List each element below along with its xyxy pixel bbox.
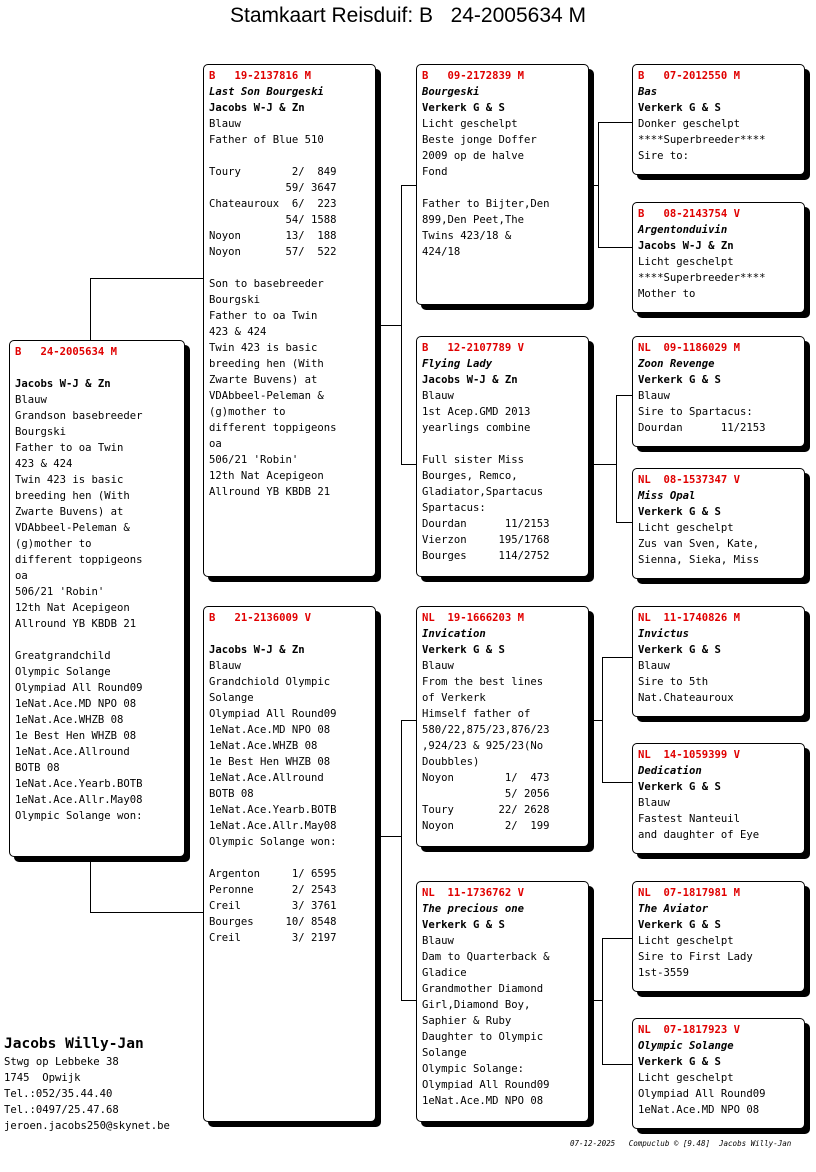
pigeon-info-line: Sire to Spartacus: [638,406,753,418]
pigeon-info-line: Licht geschelpt [638,522,734,534]
pigeon-info-line: 580/22,875/23,876/23 [422,724,550,736]
pigeon-info-line: Bourges 114/2752 [422,550,550,562]
pigeon-info-line: Licht geschelpt [638,256,734,268]
pigeon-info-line: ,924/23 & 925/23(No [422,740,544,752]
pedigree-card-father[interactable] [203,64,376,577]
pigeon-name: Zoon Revenge [638,358,715,370]
pigeon-info-line: Toury 2/ 849 [209,166,337,178]
pigeon-ring-number: B 19-2137816 M [209,70,312,82]
owner-city: 1745 Opwijk [4,1072,81,1084]
pigeon-owner: Verkerk G & S [422,102,505,114]
pigeon-info-line: Father of Blue 510 [209,134,324,146]
connector-line [401,720,402,1000]
pigeon-owner: Jacobs W-J & Zn [209,102,305,114]
pigeon-name: Bas [638,86,658,98]
pigeon-info-line: Sienna, Sieka, Miss [638,554,760,566]
pigeon-info-line: 1st-3559 [638,967,690,979]
pigeon-info-line: yearlings combine [422,422,531,434]
pigeon-owner: Verkerk G & S [638,644,721,656]
pigeon-info-line: Grandmother Diamond [422,983,544,995]
connector-line [598,247,632,248]
page-title: Stamkaart Reisduif: B 24-2005634 M [229,4,586,27]
pigeon-info-line: 506/21 'Robin' [209,454,299,466]
pigeon-info-line: 1eNat.Ace.MD NPO 08 [15,698,137,710]
pigeon-info-line: Fastest Nanteuil [638,813,741,825]
pigeon-info-line: 1eNat.Ace.Yearb.BOTB [15,778,143,790]
pigeon-owner: Verkerk G & S [638,781,721,793]
pigeon-info-line: Dam to Quarterback & [422,951,550,963]
pigeon-info-line: Zwarte Buvens) at [15,506,124,518]
pigeon-info-line: oa [15,570,28,582]
connector-line [598,122,599,247]
pigeon-ring-number: B 21-2136009 V [209,612,312,624]
pigeon-info-line: Grandchiold Olympic [209,676,331,688]
owner-street: Stwg op Lebbeke 38 [4,1056,119,1068]
pigeon-info-line [422,180,586,196]
pigeon-info-line: Mother to [638,288,696,300]
connector-line [598,122,632,123]
pigeon-info-line: Father to oa Twin [15,442,124,454]
pigeon-info-line: Dourdan 11/2153 [638,422,766,434]
pigeon-info-line: 2009 op de halve [422,150,525,162]
pigeon-ring-number: B 12-2107789 V [422,342,525,354]
pigeon-info-line: breeding hen (With [15,490,130,502]
connector-line [401,720,417,721]
pigeon-info-line: Himself father of [422,708,531,720]
pigeon-info-line: Noyon 1/ 473 [422,772,550,784]
connector-line [90,912,204,913]
pigeon-ring-number: NL 07-1817923 V [638,1024,741,1036]
pigeon-owner: Jacobs W-J & Zn [422,374,518,386]
pigeon-info-line: breeding hen (With [209,358,324,370]
connector-line [375,325,401,326]
pigeon-info-line: Blauw [638,797,670,809]
pigeon-info-line: Donker geschelpt [638,118,741,130]
pigeon-info-line: 1eNat.Ace.MD NPO 08 [422,1095,544,1107]
pigeon-info-line: (g)mother to [209,406,286,418]
pigeon-info-line: Creil 3/ 2197 [209,932,337,944]
pedigree-card-fff[interactable] [632,64,805,175]
pigeon-info-line: Toury 22/ 2628 [422,804,550,816]
pigeon-info-line: different toppigeons [15,554,143,566]
pigeon-info-line: Spartacus: [422,502,486,514]
pedigree-card-mother[interactable] [203,606,376,1122]
connector-line [616,395,617,522]
connector-line [401,464,417,465]
pigeon-owner: Jacobs W-J & Zn [209,644,305,656]
connector-line [602,657,632,658]
pigeon-info-line: of Verkerk [422,692,486,704]
pigeon-info-line: Noyon 2/ 199 [422,820,550,832]
connector-line [401,185,402,464]
pigeon-info-line [209,260,373,276]
pigeon-info-line: Argenton 1/ 6595 [209,868,337,880]
pedigree-card-mmm[interactable] [632,1018,805,1129]
pigeon-info-line: Fond [422,166,448,178]
pigeon-info-line: Blauw [209,660,241,672]
pigeon-name: Bourgeski [422,86,480,98]
pigeon-ring-number: B 09-2172839 M [422,70,525,82]
pigeon-info-line: Son to basebreeder [209,278,324,290]
footer-text: 07-12-2025 Compuclub © [9.48] Jacobs Willy-Jan [570,1139,792,1148]
pigeon-ring-number: NL 11-1736762 V [422,887,525,899]
pigeon-info-line: 506/21 'Robin' [15,586,105,598]
pigeon-info-line: 5/ 2056 [422,788,550,800]
connector-line [401,1000,417,1001]
pigeon-owner: Jacobs W-J & Zn [638,240,734,252]
pigeon-info-line: Noyon 13/ 188 [209,230,337,242]
pigeon-info-line: Daughter to Olympic [422,1031,544,1043]
owner-email[interactable]: jeroen.jacobs250@skynet.be [4,1120,170,1132]
pedigree-card-fmf[interactable] [632,336,805,447]
pigeon-info-line: Zwarte Buvens) at [209,374,318,386]
pigeon-info-line: ****Superbreeder**** [638,134,766,146]
pigeon-info-line [209,148,373,164]
pigeon-info-line: Nat.Chateauroux [638,692,734,704]
pigeon-info-line: 1eNat.Ace.WHZB 08 [15,714,124,726]
pedigree-card-mother-father[interactable] [416,606,589,847]
pigeon-info-line: Olympic Solange won: [15,810,143,822]
pigeon-name: Last Son Bourgeski [209,86,324,98]
pigeon-info-line: 12th Nat Acepigeon [15,602,130,614]
pigeon-info-line: 1e Best Hen WHZB 08 [209,756,331,768]
pigeon-info-line: Grandson basebreeder [15,410,143,422]
pigeon-info-line: Blauw [638,660,670,672]
connector-line [401,185,417,186]
pigeon-info-line: Bourges 10/ 8548 [209,916,337,928]
pigeon-owner: Jacobs W-J & Zn [15,378,111,390]
pigeon-owner: Verkerk G & S [638,374,721,386]
pigeon-info-line: Licht geschelpt [422,118,518,130]
pedigree-card-fmm[interactable] [632,468,805,579]
pigeon-info-line: VDAbbeel-Peleman & [15,522,130,534]
pigeon-info-line: 1eNat.Ace.Allr.May08 [15,794,143,806]
pedigree-card-mff[interactable] [632,606,805,717]
pigeon-info-line: Licht geschelpt [638,935,734,947]
pigeon-info-line: 1eNat.Ace.Allr.May08 [209,820,337,832]
pigeon-info-line: Girl,Diamond Boy, [422,999,531,1011]
pigeon-info-line: 1eNat.Ace.Allround [209,772,324,784]
pigeon-info-line: Father to oa Twin [209,310,318,322]
pigeon-owner: Verkerk G & S [638,919,721,931]
pigeon-owner: Verkerk G & S [638,102,721,114]
pigeon-info-line: Twin 423 is basic [209,342,318,354]
connector-line [588,720,602,721]
pedigree-card-mmf[interactable] [632,881,805,992]
pigeon-info-line: Doubbles) [422,756,480,768]
pigeon-ring-number: NL 19-1666203 M [422,612,525,624]
pigeon-info-line: 54/ 1588 [209,214,337,226]
pigeon-name: Olympic Solange [638,1040,734,1052]
owner-phone: Tel.:052/35.44.40 [4,1088,113,1100]
pigeon-info-line: Olympic Solange won: [209,836,337,848]
pigeon-info-line: Blauw [15,394,47,406]
connector-line [602,938,603,1064]
pigeon-name: Flying Lady [422,358,493,370]
pigeon-info-line: 1eNat.Ace.MD NPO 08 [209,724,331,736]
pigeon-info-line: 12th Nat Acepigeon [209,470,324,482]
pigeon-info-line: Blauw [422,935,454,947]
pigeon-ring-number: NL 14-1059399 V [638,749,741,761]
pedigree-card-subject[interactable] [9,340,185,857]
pigeon-ring-number: NL 07-1817981 M [638,887,741,899]
pigeon-info-line: ****Superbreeder**** [638,272,766,284]
pigeon-info-line: Twins 423/18 & [422,230,512,242]
pigeon-info-line: (g)mother to [15,538,92,550]
pigeon-info-line: 424/18 [422,246,461,258]
pigeon-info-line: From the best lines [422,676,544,688]
connector-line [602,782,632,783]
pigeon-info-line: 59/ 3647 [209,182,337,194]
pigeon-info-line: Olympiad All Round09 [209,708,337,720]
connector-line [588,464,616,465]
pigeon-name: Invictus [638,628,690,640]
pigeon-info-line [209,850,373,866]
pigeon-info-line: Olympiad All Round09 [15,682,143,694]
pigeon-owner: Verkerk G & S [422,644,505,656]
pigeon-name: The Aviator [638,903,709,915]
pigeon-info-line: Blauw [209,118,241,130]
pigeon-info-line: Zus van Sven, Kate, [638,538,760,550]
owner-mobile: Tel.:0497/25.47.68 [4,1104,119,1116]
connector-line [375,836,401,837]
connector-line [90,278,204,279]
owner-name: Jacobs Willy-Jan [4,1036,144,1052]
pigeon-info-line: Dourdan 11/2153 [422,518,550,530]
pigeon-info-line: Allround YB KBDB 21 [209,486,331,498]
pigeon-info-line: Blauw [422,660,454,672]
connector-line [90,857,91,912]
pigeon-info-line: Sire to: [638,150,690,162]
pigeon-info-line: oa [209,438,222,450]
pigeon-info-line: 1eNat.Ace.WHZB 08 [209,740,318,752]
pigeon-info-line: 899,Den Peet,The [422,214,525,226]
pigeon-info-line: Solange [209,692,254,704]
pigeon-info-line: VDAbbeel-Peleman & [209,390,324,402]
pigeon-ring-number: B 07-2012550 M [638,70,741,82]
pigeon-info-line [422,436,586,452]
connector-line [616,522,632,523]
pedigree-card-ffm[interactable] [632,202,805,313]
pigeon-info-line: 423 & 424 [15,458,73,470]
pigeon-info-line: 1st Acep.GMD 2013 [422,406,531,418]
pedigree-card-mfm[interactable] [632,743,805,854]
pigeon-info-line: and daughter of Eye [638,829,760,841]
pigeon-info-line: Beste jonge Doffer [422,134,537,146]
pigeon-info-line: Saphier & Ruby [422,1015,512,1027]
pigeon-info-line [15,632,182,648]
pigeon-info-line: Licht geschelpt [638,1072,734,1084]
pigeon-info-line: Twin 423 is basic [15,474,124,486]
pigeon-info-line: Blauw [638,390,670,402]
pigeon-info-line: 1eNat.Ace.MD NPO 08 [638,1104,760,1116]
connector-line [602,657,603,782]
pigeon-info-line: Allround YB KBDB 21 [15,618,137,630]
pigeon-owner: Verkerk G & S [638,1056,721,1068]
pedigree-card-father-father[interactable] [416,64,589,305]
pigeon-name: Miss Opal [638,490,696,502]
pigeon-info-line: BOTB 08 [209,788,254,800]
pigeon-info-line: Father to Bijter,Den [422,198,550,210]
pigeon-info-line: Olympic Solange: [422,1063,525,1075]
pigeon-info-line: Full sister Miss [422,454,525,466]
pigeon-info-line: Bourgski [15,426,67,438]
pigeon-info-line: Peronne 2/ 2543 [209,884,337,896]
pigeon-info-line: Bourgski [209,294,261,306]
pigeon-info-line: different toppigeons [209,422,337,434]
pigeon-name: Dedication [638,765,702,777]
pigeon-info-line: Blauw [422,390,454,402]
pigeon-info-line: Sire to 5th [638,676,709,688]
pigeon-info-line: Greatgrandchild [15,650,111,662]
pigeon-info-line: Bourges, Remco, [422,470,518,482]
pigeon-info-line: Noyon 57/ 522 [209,246,337,258]
pigeon-ring-number: NL 09-1186029 M [638,342,741,354]
pigeon-ring-number: NL 11-1740826 M [638,612,741,624]
pigeon-info-line: Gladiator,Spartacus [422,486,544,498]
blank-line [15,360,182,376]
connector-line [602,938,632,939]
pigeon-owner: Verkerk G & S [422,919,505,931]
pigeon-info-line: BOTB 08 [15,762,60,774]
pigeon-info-line: Olympic Solange [15,666,111,678]
connector-line [616,395,632,396]
pigeon-info-line: Chateauroux 6/ 223 [209,198,337,210]
pigeon-name: Argentonduivin [638,224,728,236]
pigeon-info-line: 1e Best Hen WHZB 08 [15,730,137,742]
pigeon-name: The precious one [422,903,525,915]
connector-line [588,185,598,186]
pigeon-info-line: Olympiad All Round09 [638,1088,766,1100]
pigeon-ring-number: NL 08-1537347 V [638,474,741,486]
pigeon-info-line: Vierzon 195/1768 [422,534,550,546]
pigeon-owner: Verkerk G & S [638,506,721,518]
pigeon-info-line: Solange [422,1047,467,1059]
pedigree-card-father-mother[interactable] [416,336,589,577]
pigeon-info-line: 1eNat.Ace.Yearb.BOTB [209,804,337,816]
connector-line [90,278,91,340]
pigeon-info-line: Gladice [422,967,467,979]
pigeon-name: Invication [422,628,486,640]
connector-line [588,1000,602,1001]
pigeon-info-line: Creil 3/ 3761 [209,900,337,912]
pigeon-info-line: 1eNat.Ace.Allround [15,746,130,758]
connector-line [602,1064,632,1065]
pigeon-info-line: Sire to First Lady [638,951,753,963]
blank-line [209,626,373,642]
pigeon-ring-number: B 08-2143754 V [638,208,741,220]
owner-info [4,1034,170,1134]
pigeon-info-line: 423 & 424 [209,326,267,338]
pigeon-ring-number: B 24-2005634 M [15,346,118,358]
pedigree-card-mother-mother[interactable] [416,881,589,1122]
pigeon-info-line: Olympiad All Round09 [422,1079,550,1091]
